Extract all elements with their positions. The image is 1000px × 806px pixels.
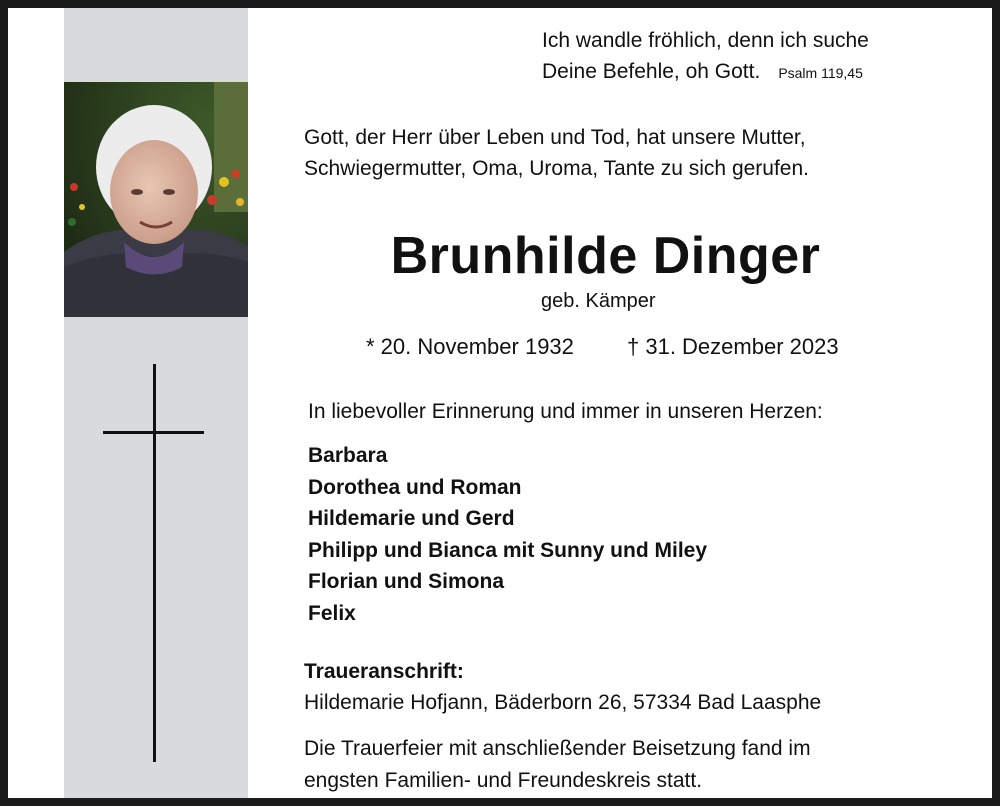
cross-vertical-bar bbox=[153, 364, 156, 762]
birth-date: * 20. November 1932 bbox=[366, 334, 574, 359]
intro-line-1: Gott, der Herr über Leben und Tod, hat unsere Mutter, bbox=[304, 126, 806, 149]
notice-line-1: Die Trauerfeier mit anschließender Beisetzung fand im bbox=[304, 737, 811, 760]
family-member: Barbara bbox=[308, 444, 388, 467]
family-member: Felix bbox=[308, 601, 356, 625]
verse-text: Deine Befehle, oh Gott. bbox=[542, 60, 761, 83]
verse-reference: Psalm 119,45 bbox=[778, 65, 863, 81]
death-date: † 31. Dezember 2023 bbox=[627, 334, 839, 359]
address-heading: Traueranschrift: bbox=[304, 660, 464, 683]
family-member: Philipp und Bianca mit Sunny und Miley bbox=[308, 538, 708, 562]
cross-horizontal-bar bbox=[103, 431, 204, 434]
family-list bbox=[308, 440, 707, 629]
notice-line-2: engsten Familien- und Freundeskreis statt. bbox=[304, 769, 703, 792]
intro-line-2: Schwiegermutter, Oma, Uroma, Tante zu sich gerufen. bbox=[304, 157, 810, 180]
family-member: Hildemarie und Gerd bbox=[308, 507, 515, 530]
funeral-notice bbox=[304, 733, 811, 797]
verse-line-1: Ich wandle fröhlich, denn ich suche bbox=[542, 29, 869, 52]
family-member: Florian und Simona bbox=[308, 570, 505, 593]
memory-line: In liebevoller Erinnerung und immer in unseren Herzen: bbox=[308, 400, 823, 423]
deceased-name: Brunhilde Dinger bbox=[390, 227, 821, 285]
intro-text bbox=[304, 122, 809, 184]
verse-line-2 bbox=[542, 56, 863, 89]
birth-name: geb. Kämper bbox=[541, 290, 656, 312]
address-text: Hildemarie Hofjann, Bäderborn 26, 57334 Bad Laasphe bbox=[304, 691, 822, 714]
family-member: Dorothea und Roman bbox=[308, 475, 522, 499]
